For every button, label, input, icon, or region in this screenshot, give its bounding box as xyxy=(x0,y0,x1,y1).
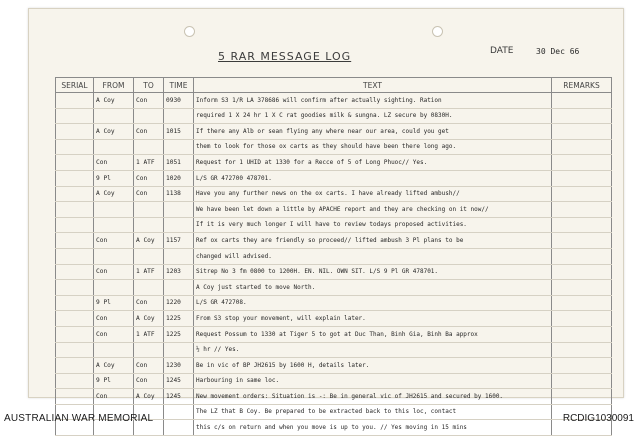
cell-time: 1245 xyxy=(164,373,194,389)
cell-to: A Coy xyxy=(134,311,164,327)
cell-remarks xyxy=(552,389,612,405)
cell-remarks xyxy=(552,170,612,186)
cell-from xyxy=(94,342,134,358)
cell-to: Con xyxy=(134,170,164,186)
cell-time: 1020 xyxy=(164,170,194,186)
cell-text: A Coy just started to move North. xyxy=(194,280,552,296)
cell-to: Con xyxy=(134,124,164,140)
cell-serial xyxy=(56,264,94,280)
cell-serial xyxy=(56,248,94,264)
cell-from: Con xyxy=(94,311,134,327)
message-log-table xyxy=(55,77,612,436)
log-entry-row xyxy=(56,264,612,280)
column-header-to: TO xyxy=(134,78,164,93)
column-header-serial: SERIAL xyxy=(56,78,94,93)
cell-serial xyxy=(56,326,94,342)
cell-text: this c/s on return and when you move is up to you. // Yes moving in 15 mins xyxy=(194,420,552,436)
column-header-remarks: REMARKS xyxy=(552,78,612,93)
cell-from xyxy=(94,248,134,264)
cell-serial xyxy=(56,202,94,218)
cell-time: 1245 xyxy=(164,389,194,405)
cell-time: 1138 xyxy=(164,186,194,202)
cell-text: required 1 X 24 hr 1 X C rat goodies milk & sungna. LZ secure by 0830H. xyxy=(194,108,552,124)
cell-text: The LZ that B Coy. Be prepared to be extracted back to this loc, contact xyxy=(194,404,552,420)
cell-to xyxy=(134,280,164,296)
cell-remarks xyxy=(552,248,612,264)
cell-time xyxy=(164,202,194,218)
log-entry-row xyxy=(56,326,612,342)
cell-serial xyxy=(56,186,94,202)
cell-to: Con xyxy=(134,186,164,202)
log-entry-row xyxy=(56,139,612,155)
cell-to xyxy=(134,217,164,233)
cell-remarks xyxy=(552,186,612,202)
cell-remarks xyxy=(552,311,612,327)
cell-text: changed will advised. xyxy=(194,248,552,264)
cell-text: New movement orders: Situation is -: Be in general vic of JH2615 and secured by 1600. xyxy=(194,389,552,405)
cell-text: From S3 stop your movement, will explain later. xyxy=(194,311,552,327)
cell-remarks xyxy=(552,342,612,358)
cell-to xyxy=(134,248,164,264)
cell-text: L/S GR 472700 478701. xyxy=(194,170,552,186)
log-entry-row xyxy=(56,155,612,171)
cell-text: Ref ox carts they are friendly so proceed// lifted ambush 3 Pl plans to be xyxy=(194,233,552,249)
cell-serial xyxy=(56,280,94,296)
cell-serial xyxy=(56,217,94,233)
cell-serial xyxy=(56,108,94,124)
cell-time xyxy=(164,108,194,124)
log-entry-row xyxy=(56,389,612,405)
cell-to: 1 ATF xyxy=(134,264,164,280)
date-value: 30 Dec 66 xyxy=(536,47,580,56)
cell-from: A Coy xyxy=(94,358,134,374)
cell-serial xyxy=(56,93,94,109)
cell-time: 1220 xyxy=(164,295,194,311)
cell-serial xyxy=(56,124,94,140)
column-header-from: FROM xyxy=(94,78,134,93)
cell-remarks xyxy=(552,202,612,218)
log-entry-row xyxy=(56,342,612,358)
cell-serial xyxy=(56,389,94,405)
cell-from: Con xyxy=(94,155,134,171)
source-label: AUSTRALIAN WAR MEMORIAL xyxy=(4,413,154,424)
cell-time: 1203 xyxy=(164,264,194,280)
cell-text: Have you any further news on the ox carts. I have already lifted ambush// xyxy=(194,186,552,202)
log-entry-row xyxy=(56,280,612,296)
punch-hole xyxy=(432,26,443,37)
cell-remarks xyxy=(552,326,612,342)
cell-to xyxy=(134,202,164,218)
cell-remarks xyxy=(552,358,612,374)
cell-from: 9 Pl xyxy=(94,295,134,311)
cell-from: A Coy xyxy=(94,186,134,202)
cell-from xyxy=(94,280,134,296)
cell-to: Con xyxy=(134,93,164,109)
log-entry-row xyxy=(56,124,612,140)
log-entry-row xyxy=(56,202,612,218)
log-entry-row xyxy=(56,358,612,374)
cell-from: Con xyxy=(94,264,134,280)
cell-remarks xyxy=(552,373,612,389)
reference-number: RCDIG1030091 xyxy=(562,413,634,424)
cell-time: 1225 xyxy=(164,311,194,327)
cell-serial xyxy=(56,373,94,389)
log-entry-row xyxy=(56,373,612,389)
cell-from: Con xyxy=(94,233,134,249)
log-body xyxy=(56,93,612,436)
cell-remarks xyxy=(552,108,612,124)
cell-time xyxy=(164,248,194,264)
cell-remarks xyxy=(552,280,612,296)
cell-from xyxy=(94,217,134,233)
log-entry-row xyxy=(56,295,612,311)
cell-text: them to look for those ox carts as they should have been there long ago. xyxy=(194,139,552,155)
cell-to: Con xyxy=(134,358,164,374)
cell-time xyxy=(164,217,194,233)
date-label: DATE xyxy=(490,46,514,56)
cell-text: If it is very much longer I will have to review todays proposed activities. xyxy=(194,217,552,233)
cell-remarks xyxy=(552,217,612,233)
log-title: 5 RAR MESSAGE LOG xyxy=(218,50,352,63)
cell-serial xyxy=(56,342,94,358)
cell-time xyxy=(164,420,194,436)
cell-time: 1225 xyxy=(164,326,194,342)
log-entry-row xyxy=(56,186,612,202)
cell-text: We have been let down a little by APACHE report and they are checking on it now// xyxy=(194,202,552,218)
cell-to xyxy=(134,108,164,124)
cell-to xyxy=(134,342,164,358)
cell-remarks xyxy=(552,155,612,171)
cell-from xyxy=(94,202,134,218)
cell-time xyxy=(164,139,194,155)
cell-text: Harbouring in same loc. xyxy=(194,373,552,389)
cell-to: A Coy xyxy=(134,389,164,405)
punch-hole xyxy=(184,26,195,37)
log-entry-row xyxy=(56,233,612,249)
cell-from xyxy=(94,108,134,124)
cell-serial xyxy=(56,295,94,311)
cell-time xyxy=(164,342,194,358)
header-row xyxy=(56,78,612,93)
cell-remarks xyxy=(552,93,612,109)
cell-time: 1015 xyxy=(164,124,194,140)
cell-time xyxy=(164,404,194,420)
column-header-text: TEXT xyxy=(194,78,552,93)
cell-remarks xyxy=(552,233,612,249)
cell-time xyxy=(164,280,194,296)
cell-remarks xyxy=(552,124,612,140)
cell-serial xyxy=(56,139,94,155)
cell-from: A Coy xyxy=(94,93,134,109)
cell-serial xyxy=(56,358,94,374)
cell-time: 1051 xyxy=(164,155,194,171)
cell-to: 1 ATF xyxy=(134,326,164,342)
cell-serial xyxy=(56,311,94,327)
cell-from: 9 Pl xyxy=(94,170,134,186)
cell-text: Be in vic of BP JH2615 by 1600 H, details later. xyxy=(194,358,552,374)
cell-time: 0930 xyxy=(164,93,194,109)
cell-text: Request Possum to 1330 at Tiger 5 to got at Duc Than, Binh Gia, Binh Ba approx xyxy=(194,326,552,342)
cell-text: ½ hr // Yes. xyxy=(194,342,552,358)
cell-text: Sitrep No 3 fm 0800 to 1200H. EN. NIL. OWN SIT. L/S 9 Pl GR 478701. xyxy=(194,264,552,280)
cell-text: L/S GR 472708. xyxy=(194,295,552,311)
log-entry-row xyxy=(56,217,612,233)
cell-remarks xyxy=(552,264,612,280)
log-entry-row xyxy=(56,93,612,109)
cell-from: Con xyxy=(94,389,134,405)
cell-to: A Coy xyxy=(134,233,164,249)
cell-to: Con xyxy=(134,295,164,311)
cell-remarks xyxy=(552,295,612,311)
log-entry-row xyxy=(56,248,612,264)
cell-time: 1230 xyxy=(164,358,194,374)
cell-from: 9 Pl xyxy=(94,373,134,389)
cell-serial xyxy=(56,233,94,249)
cell-serial xyxy=(56,170,94,186)
log-entry-row xyxy=(56,108,612,124)
log-entry-row xyxy=(56,311,612,327)
log-entry-row xyxy=(56,170,612,186)
cell-to: 1 ATF xyxy=(134,155,164,171)
cell-to: Con xyxy=(134,373,164,389)
cell-text: If there any Alb or sean flying any where near our area, could you get xyxy=(194,124,552,140)
cell-serial xyxy=(56,155,94,171)
cell-from xyxy=(94,139,134,155)
cell-text: Request for 1 UHID at 1330 for a Recce of 5 of Long Phuoc// Yes. xyxy=(194,155,552,171)
cell-remarks xyxy=(552,139,612,155)
cell-from: Con xyxy=(94,326,134,342)
cell-time: 1157 xyxy=(164,233,194,249)
cell-to xyxy=(134,139,164,155)
cell-text: Inform S3 1/R LA 378686 will confirm after actually sighting. Ration xyxy=(194,93,552,109)
column-header-time: TIME xyxy=(164,78,194,93)
cell-from: A Coy xyxy=(94,124,134,140)
